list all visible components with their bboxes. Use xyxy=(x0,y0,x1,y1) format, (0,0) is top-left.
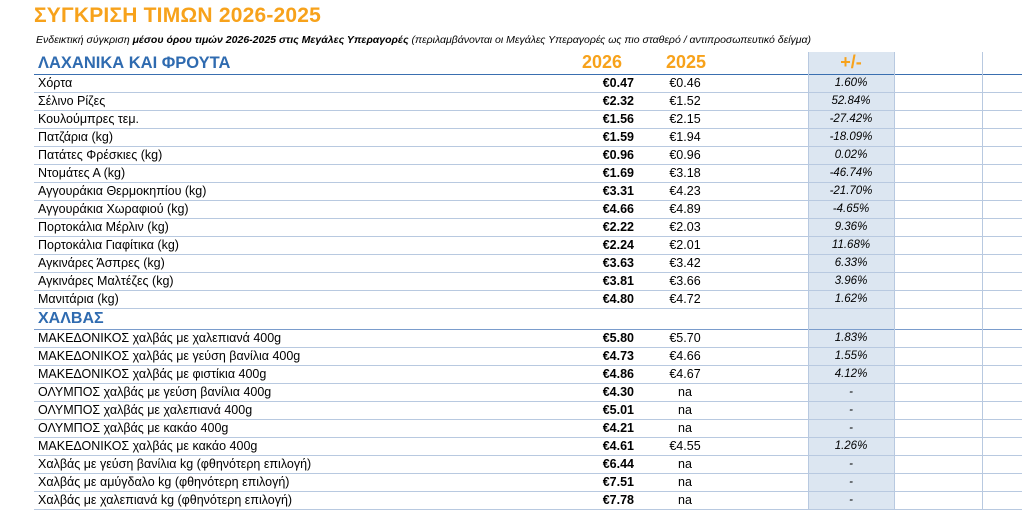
table-row xyxy=(34,201,1022,219)
product-name: Αγγουράκια Χωραφιού (kg) xyxy=(38,202,189,216)
price-2026: €1.56 xyxy=(602,112,634,126)
price-change: 9.36% xyxy=(808,219,894,236)
column-divider xyxy=(894,52,895,510)
price-2026: €4.66 xyxy=(602,202,634,216)
price-2026: €4.30 xyxy=(602,385,634,399)
table-row xyxy=(34,129,1022,147)
subtitle-prefix: Ενδεικτική σύγκριση xyxy=(36,34,133,46)
product-name: Χόρτα xyxy=(38,76,73,90)
price-2025: na xyxy=(678,475,692,489)
price-change: 0.02% xyxy=(808,147,894,164)
price-2026: €2.32 xyxy=(602,94,634,108)
price-2025: na xyxy=(678,421,692,435)
price-change: -46.74% xyxy=(808,165,894,182)
price-2025: €0.46 xyxy=(669,76,701,90)
column-header-change: +/- xyxy=(808,52,894,74)
product-name: Αγκινάρες Μαλτέζες (kg) xyxy=(38,274,174,288)
price-2025: na xyxy=(678,385,692,399)
table-row xyxy=(34,492,1022,510)
price-2026: €7.78 xyxy=(602,493,634,507)
price-2025: €3.66 xyxy=(669,274,701,288)
product-name: ΜΑΚΕΔΟΝΙΚΟΣ χαλβάς με κακάο 400g xyxy=(38,439,258,453)
price-2025: €5.70 xyxy=(669,331,701,345)
product-name: Κουλούμπρες τεμ. xyxy=(38,112,140,126)
product-name: ΟΛΥΜΠΟΣ χαλβάς με κακάο 400g xyxy=(38,421,229,435)
section-header xyxy=(34,52,1022,75)
price-2025: €4.72 xyxy=(669,292,701,306)
price-2026: €1.59 xyxy=(602,130,634,144)
price-2025: €1.94 xyxy=(669,130,701,144)
table-row xyxy=(34,438,1022,456)
price-2026: €2.22 xyxy=(602,220,634,234)
product-name: Πατάτες Φρέσκιες (kg) xyxy=(38,148,163,162)
price-2026: €3.81 xyxy=(602,274,634,288)
table-row xyxy=(34,420,1022,438)
price-change: - xyxy=(808,402,894,419)
product-name: ΜΑΚΕΔΟΝΙΚΟΣ χαλβάς με χαλεπιανά 400g xyxy=(38,331,282,345)
price-change: - xyxy=(808,474,894,491)
price-change: 52.84% xyxy=(808,93,894,110)
price-2026: €0.47 xyxy=(602,76,634,90)
product-name: ΟΛΥΜΠΟΣ χαλβάς με γεύση βανίλια 400g xyxy=(38,385,272,399)
table-row xyxy=(34,330,1022,348)
price-2025: €4.67 xyxy=(669,367,701,381)
table-row xyxy=(34,111,1022,129)
price-2025: €0.96 xyxy=(669,148,701,162)
product-name: Αγκινάρες Άσπρες (kg) xyxy=(38,256,165,270)
price-2026: €0.96 xyxy=(602,148,634,162)
table-row xyxy=(34,255,1022,273)
price-2025: €1.52 xyxy=(669,94,701,108)
price-2026: €5.80 xyxy=(602,331,634,345)
price-2026: €4.86 xyxy=(602,367,634,381)
table-row xyxy=(34,237,1022,255)
price-change: 11.68% xyxy=(808,237,894,254)
price-change: - xyxy=(808,420,894,437)
section-title: ΧΑΛΒΑΣ xyxy=(38,310,104,327)
price-2025: €4.23 xyxy=(669,184,701,198)
price-comparison-table xyxy=(34,52,1022,510)
price-change: - xyxy=(808,492,894,509)
price-change: - xyxy=(808,456,894,473)
price-change: 1.60% xyxy=(808,75,894,92)
column-divider xyxy=(982,52,983,510)
product-name: ΜΑΚΕΔΟΝΙΚΟΣ χαλβάς με φιστίκια 400g xyxy=(38,367,267,381)
column-header-2026: 2026 xyxy=(581,52,623,72)
table-row xyxy=(34,384,1022,402)
price-2025: €4.66 xyxy=(669,349,701,363)
price-change: 6.33% xyxy=(808,255,894,272)
price-change: 1.26% xyxy=(808,438,894,455)
change-column-fill xyxy=(808,309,894,329)
product-name: Πορτοκάλια Γιαφίτικα (kg) xyxy=(38,238,179,252)
price-change: -27.42% xyxy=(808,111,894,128)
column-divider xyxy=(808,52,809,510)
price-2025: €4.89 xyxy=(669,202,701,216)
price-2025: €2.01 xyxy=(669,238,701,252)
table-row xyxy=(34,456,1022,474)
subtitle-bold-1: μέσου όρου τιμών 2026-2025 xyxy=(132,34,277,46)
price-2026: €7.51 xyxy=(602,475,634,489)
product-name: Αγγουράκια Θερμοκηπίου (kg) xyxy=(38,184,207,198)
product-name: Σέλινο Ρίζες xyxy=(38,94,106,108)
section-title: ΛΑΧΑΝΙΚΑ ΚΑΙ ΦΡΟΥΤΑ xyxy=(38,54,231,72)
product-name: ΟΛΥΜΠΟΣ χαλβάς με χαλεπιανά 400g xyxy=(38,403,253,417)
price-2025: €4.55 xyxy=(669,439,701,453)
table-row xyxy=(34,165,1022,183)
price-2026: €4.73 xyxy=(602,349,634,363)
price-2026: €4.21 xyxy=(602,421,634,435)
price-2025: na xyxy=(678,457,692,471)
table-row xyxy=(34,93,1022,111)
price-change: -18.09% xyxy=(808,129,894,146)
product-name: Χαλβάς με γεύση βανίλια kg (φθηνότερη επιλογή) xyxy=(38,457,312,471)
table-row xyxy=(34,273,1022,291)
subtitle-suffix: (περιλαμβάνονται οι Μεγάλες Υπεραγορές ως πιο σταθερό / αντιπροσωπευτικό δείγμα) xyxy=(408,34,812,46)
price-2025: na xyxy=(678,493,692,507)
price-change: 1.55% xyxy=(808,348,894,365)
price-change: 1.83% xyxy=(808,330,894,347)
table-row xyxy=(34,348,1022,366)
table-row xyxy=(34,366,1022,384)
price-2025: €3.42 xyxy=(669,256,701,270)
page-title: ΣΥΓΚΡΙΣΗ ΤΙΜΩΝ 2026-2025 xyxy=(34,4,322,27)
page-subtitle xyxy=(36,34,811,46)
price-2026: €6.44 xyxy=(602,457,634,471)
price-2026: €4.61 xyxy=(602,439,634,453)
subtitle-bold-2: στις Μεγάλες Υπεραγορές xyxy=(278,34,409,46)
table-row xyxy=(34,147,1022,165)
section-header xyxy=(34,309,1022,330)
product-name: Χαλβάς με χαλεπιανά kg (φθηνότερη επιλογή) xyxy=(38,493,293,507)
product-name: Πορτοκάλια Μέρλιν (kg) xyxy=(38,220,169,234)
product-name: ΜΑΚΕΔΟΝΙΚΟΣ χαλβάς με γεύση βανίλια 400g xyxy=(38,349,301,363)
table-row xyxy=(34,75,1022,93)
price-change: 3.96% xyxy=(808,273,894,290)
price-2026: €3.63 xyxy=(602,256,634,270)
product-name: Χαλβάς με αμύγδαλο kg (φθηνότερη επιλογή) xyxy=(38,475,290,489)
price-change: 4.12% xyxy=(808,366,894,383)
table-row xyxy=(34,291,1022,309)
table-row xyxy=(34,474,1022,492)
product-name: Μανιτάρια (kg) xyxy=(38,292,119,306)
price-2026: €4.80 xyxy=(602,292,634,306)
price-2025: €3.18 xyxy=(669,166,701,180)
price-change: -4.65% xyxy=(808,201,894,218)
price-2026: €2.24 xyxy=(602,238,634,252)
product-name: Ντομάτες Α (kg) xyxy=(38,166,126,180)
price-change: 1.62% xyxy=(808,291,894,308)
table-row xyxy=(34,402,1022,420)
table-row xyxy=(34,183,1022,201)
price-2025: na xyxy=(678,403,692,417)
column-header-2025: 2025 xyxy=(665,52,707,72)
price-change: -21.70% xyxy=(808,183,894,200)
price-2026: €1.69 xyxy=(602,166,634,180)
price-2026: €3.31 xyxy=(602,184,634,198)
price-change: - xyxy=(808,384,894,401)
price-2025: €2.15 xyxy=(669,112,701,126)
product-name: Πατζάρια (kg) xyxy=(38,130,114,144)
price-2026: €5.01 xyxy=(602,403,634,417)
price-2025: €2.03 xyxy=(669,220,701,234)
table-row xyxy=(34,219,1022,237)
